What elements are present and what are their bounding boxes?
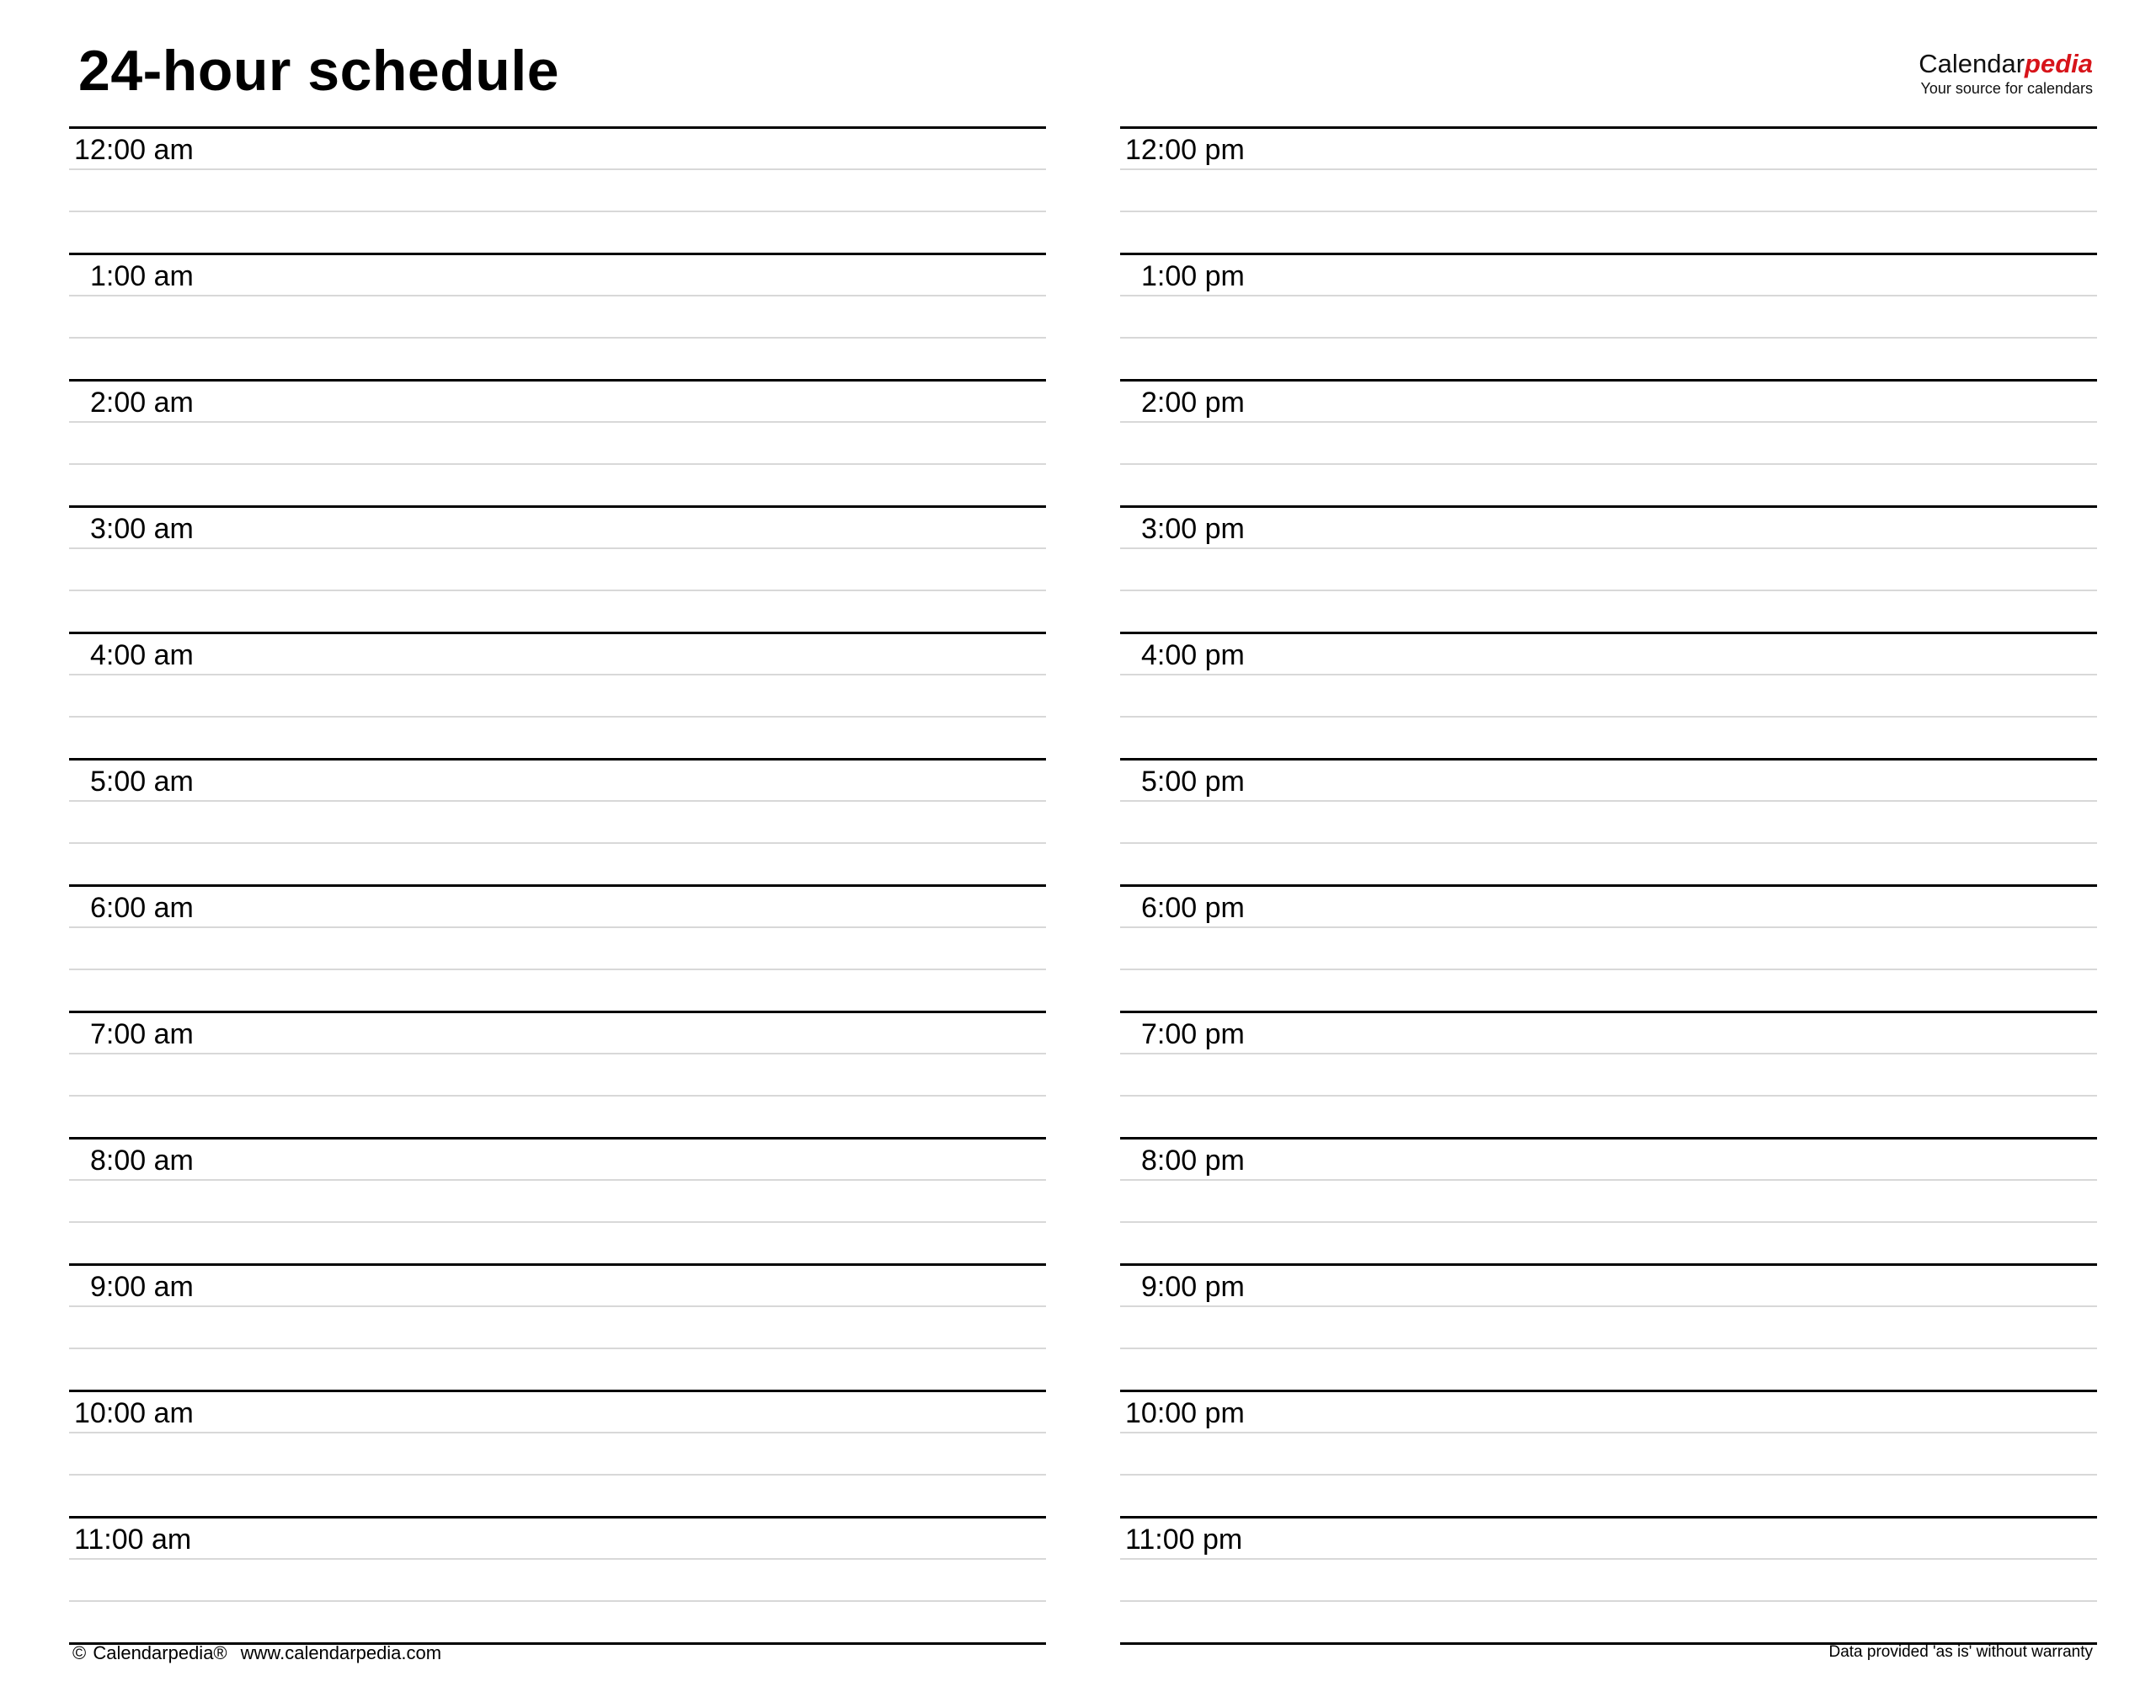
hour-slot <box>69 758 1046 884</box>
divider <box>1120 1474 2097 1476</box>
hour-label: 8:00 am <box>90 1145 194 1177</box>
hour-slot <box>69 1516 1046 1642</box>
hour-label: 4:00 pm <box>1141 639 1245 671</box>
hour-label: 9:00 pm <box>1141 1271 1245 1303</box>
divider <box>1120 1221 2097 1223</box>
hour-slot <box>1120 1516 2097 1642</box>
hour-label: 7:00 am <box>90 1018 194 1050</box>
hour-label: 1:00 am <box>90 260 194 292</box>
hour-label: 12:00 am <box>74 134 194 166</box>
logo-wordmark <box>1919 49 2093 79</box>
hour-slot <box>69 379 1046 505</box>
hour-slot <box>1120 1263 2097 1390</box>
divider <box>69 1095 1046 1097</box>
divider <box>1120 590 2097 591</box>
divider <box>1120 716 2097 718</box>
hour-label: 10:00 am <box>74 1397 194 1429</box>
divider <box>1120 1095 2097 1097</box>
hour-label: 6:00 am <box>90 892 194 924</box>
divider <box>69 590 1046 591</box>
hour-slot <box>69 1390 1046 1516</box>
logo-brand-text: Calendar <box>1919 49 2025 78</box>
hour-slot <box>69 1137 1046 1263</box>
hour-label: 11:00 pm <box>1125 1524 1243 1556</box>
hour-label: 6:00 pm <box>1141 892 1245 924</box>
page-title: 24-hour schedule <box>78 39 560 103</box>
divider <box>69 1600 1046 1602</box>
divider <box>1120 337 2097 339</box>
hour-slot <box>69 632 1046 758</box>
hour-slot <box>1120 884 2097 1011</box>
logo-accent-text: pedia <box>2025 49 2093 78</box>
hour-slot <box>1120 253 2097 379</box>
hour-slot <box>69 253 1046 379</box>
hour-label: 7:00 pm <box>1141 1018 1245 1050</box>
divider <box>69 1474 1046 1476</box>
hour-label: 5:00 am <box>90 766 194 798</box>
divider <box>69 337 1046 339</box>
footer-disclaimer: Data provided 'as is' without warranty <box>1828 1643 2093 1661</box>
hour-label: 4:00 am <box>90 639 194 671</box>
divider <box>69 1348 1046 1349</box>
hour-label: 12:00 pm <box>1125 134 1245 166</box>
pm-schedule-column <box>1120 126 2097 1642</box>
copyright-text: © Calendarpedia® <box>72 1642 227 1663</box>
divider <box>69 716 1046 718</box>
hour-slot <box>69 1263 1046 1390</box>
hour-slot <box>1120 379 2097 505</box>
hour-slot <box>69 884 1046 1011</box>
logo-tagline: Your source for calendars <box>1920 80 2093 97</box>
am-schedule-column <box>69 126 1046 1642</box>
hour-slot <box>1120 126 2097 253</box>
website-link[interactable]: www.calendarpedia.com <box>240 1642 442 1663</box>
hour-label: 11:00 am <box>74 1524 192 1556</box>
hour-slot <box>69 1011 1046 1137</box>
hour-slot <box>69 505 1046 632</box>
hour-slot <box>1120 1390 2097 1516</box>
hour-label: 9:00 am <box>90 1271 194 1303</box>
divider <box>69 211 1046 212</box>
hour-label: 5:00 pm <box>1141 766 1245 798</box>
calendarpedia-logo <box>1919 49 2093 97</box>
hour-slot <box>1120 632 2097 758</box>
divider <box>69 463 1046 465</box>
divider <box>1120 969 2097 970</box>
divider <box>1120 211 2097 212</box>
hour-label: 2:00 am <box>90 387 194 419</box>
hour-slot <box>1120 1011 2097 1137</box>
hour-label: 8:00 pm <box>1141 1145 1245 1177</box>
divider <box>69 1221 1046 1223</box>
hour-label: 1:00 pm <box>1141 260 1245 292</box>
divider <box>69 842 1046 844</box>
divider <box>1120 1600 2097 1602</box>
hour-label: 10:00 pm <box>1125 1397 1245 1429</box>
hour-label: 3:00 am <box>90 513 194 545</box>
hour-slot <box>1120 1137 2097 1263</box>
hour-slot <box>69 126 1046 253</box>
divider <box>1120 463 2097 465</box>
hour-slot <box>1120 505 2097 632</box>
divider <box>69 969 1046 970</box>
divider <box>1120 1348 2097 1349</box>
divider <box>1120 842 2097 844</box>
footer-credits <box>72 1642 441 1664</box>
hour-slot <box>1120 758 2097 884</box>
hour-label: 2:00 pm <box>1141 387 1245 419</box>
hour-label: 3:00 pm <box>1141 513 1245 545</box>
